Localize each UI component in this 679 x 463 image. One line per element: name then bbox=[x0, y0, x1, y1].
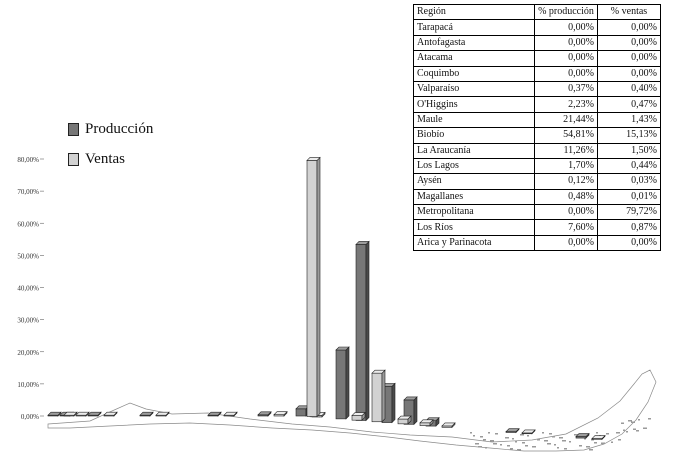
table-row bbox=[414, 66, 661, 81]
table-row bbox=[414, 51, 661, 66]
table-header-ventas: % ventas bbox=[598, 5, 661, 20]
bar-produccion bbox=[140, 412, 153, 416]
table-cell-produccion: 0,37% bbox=[535, 81, 598, 96]
map-island-mark bbox=[601, 443, 605, 445]
bar-produccion bbox=[48, 412, 61, 416]
y-tick-label: 10,00% bbox=[17, 380, 39, 389]
map-island-mark bbox=[631, 422, 635, 424]
map-island-mark bbox=[636, 430, 639, 432]
bar-ventas bbox=[442, 423, 455, 427]
map-island-mark bbox=[596, 432, 598, 434]
table-cell-ventas: 1,50% bbox=[598, 143, 661, 158]
map-island-mark bbox=[633, 429, 636, 431]
map-island-mark bbox=[618, 439, 621, 441]
legend-label-ventas: Ventas bbox=[85, 150, 125, 167]
map-island-mark bbox=[527, 435, 529, 437]
table-cell-produccion: 0,00% bbox=[535, 235, 598, 250]
legend bbox=[68, 118, 153, 178]
table-cell-region: Coquimbo bbox=[414, 66, 535, 81]
y-tick-label: 40,00% bbox=[17, 284, 39, 293]
table-cell-region: Biobío bbox=[414, 128, 535, 143]
table-cell-produccion: 0,00% bbox=[535, 51, 598, 66]
y-tick-label: 70,00% bbox=[17, 188, 39, 197]
data-table bbox=[413, 4, 661, 251]
map-island-mark bbox=[542, 432, 544, 434]
map-island-mark bbox=[594, 442, 597, 444]
map-island-mark bbox=[557, 447, 559, 449]
table-row bbox=[414, 81, 661, 96]
table-cell-ventas: 0,00% bbox=[598, 35, 661, 50]
legend-swatch-produccion bbox=[68, 123, 79, 136]
map-outline-path bbox=[48, 370, 656, 451]
bar-produccion bbox=[208, 412, 221, 416]
map-island-mark bbox=[562, 440, 566, 442]
bar-ventas bbox=[398, 416, 411, 424]
y-tick-label: 50,00% bbox=[17, 252, 39, 261]
map-island-mark bbox=[552, 436, 555, 438]
bar-ventas bbox=[104, 412, 117, 416]
map-island-mark bbox=[483, 439, 486, 441]
table-row bbox=[414, 35, 661, 50]
table-cell-region: Magallanes bbox=[414, 189, 535, 204]
table-header-row bbox=[414, 5, 661, 20]
map-island-mark bbox=[648, 418, 651, 420]
map-island-mark bbox=[500, 444, 502, 446]
map-island-mark bbox=[488, 432, 490, 434]
map-island-mark bbox=[628, 420, 632, 422]
table-cell-produccion: 0,00% bbox=[535, 66, 598, 81]
table-row bbox=[414, 235, 661, 250]
map-island-mark bbox=[549, 433, 552, 435]
table-cell-region: Aysén bbox=[414, 174, 535, 189]
table-cell-ventas: 0,00% bbox=[598, 66, 661, 81]
chile-map-outline bbox=[48, 370, 656, 451]
map-island-mark bbox=[475, 443, 479, 445]
table-cell-ventas: 0,47% bbox=[598, 97, 661, 112]
map-island-mark bbox=[480, 436, 483, 438]
table-row bbox=[414, 220, 661, 235]
table-cell-ventas: 0,00% bbox=[598, 235, 661, 250]
map-island-mark bbox=[544, 440, 548, 442]
map-island-mark bbox=[510, 448, 513, 450]
map-island-mark bbox=[520, 434, 524, 436]
table-header-produccion: % producción bbox=[535, 5, 598, 20]
table-cell-region: Tarapacá bbox=[414, 20, 535, 35]
map-island-mark bbox=[490, 440, 494, 442]
map-island-mark bbox=[537, 439, 540, 441]
map-island-mark bbox=[478, 446, 482, 448]
bar-produccion bbox=[336, 347, 349, 419]
map-island-mark bbox=[623, 430, 625, 432]
bar-ventas bbox=[522, 430, 535, 434]
table-header-region: Región bbox=[414, 5, 535, 20]
legend-item-ventas bbox=[68, 148, 153, 170]
map-island-mark bbox=[621, 423, 624, 425]
map-island-mark bbox=[473, 435, 475, 437]
map-island-mark bbox=[564, 448, 567, 450]
table-row bbox=[414, 128, 661, 143]
table-cell-produccion: 0,12% bbox=[535, 174, 598, 189]
map-island-mark bbox=[515, 441, 517, 443]
table-cell-ventas: 0,01% bbox=[598, 189, 661, 204]
map-island-mark bbox=[579, 445, 582, 447]
table-cell-ventas: 79,72% bbox=[598, 205, 661, 220]
table-cell-ventas: 0,87% bbox=[598, 220, 661, 235]
table-cell-ventas: 0,00% bbox=[598, 20, 661, 35]
table-cell-ventas: 0,00% bbox=[598, 51, 661, 66]
table-cell-region: Los Lagos bbox=[414, 158, 535, 173]
table-cell-ventas: 1,43% bbox=[598, 112, 661, 127]
map-island-mark bbox=[525, 445, 528, 447]
bar-ventas bbox=[592, 436, 605, 440]
map-island-mark bbox=[554, 444, 556, 446]
table-row bbox=[414, 112, 661, 127]
bar-produccion bbox=[506, 429, 519, 433]
map-island-mark bbox=[589, 449, 593, 451]
table-cell-region: Metropolitana bbox=[414, 205, 535, 220]
y-tick-label: 60,00% bbox=[17, 220, 39, 229]
map-island-mark bbox=[512, 438, 514, 440]
table-cell-region: O'Higgins bbox=[414, 97, 535, 112]
table-cell-ventas: 0,03% bbox=[598, 174, 661, 189]
table-cell-produccion: 7,60% bbox=[535, 220, 598, 235]
map-island-mark bbox=[495, 433, 498, 435]
table-cell-region: Antofagasta bbox=[414, 35, 535, 50]
bar-ventas bbox=[274, 412, 287, 416]
y-axis bbox=[17, 156, 44, 421]
bar-produccion bbox=[88, 412, 101, 416]
map-island-mark bbox=[586, 446, 590, 448]
table-row bbox=[414, 189, 661, 204]
table-cell-produccion: 1,70% bbox=[535, 158, 598, 173]
table-cell-region: Atacama bbox=[414, 51, 535, 66]
bar-produccion bbox=[258, 412, 271, 416]
map-island-mark bbox=[611, 442, 613, 444]
table-row bbox=[414, 143, 661, 158]
table-cell-ventas: 15,13% bbox=[598, 128, 661, 143]
table-cell-produccion: 0,48% bbox=[535, 189, 598, 204]
table-row bbox=[414, 158, 661, 173]
y-tick-label: 0,00% bbox=[20, 413, 39, 421]
table-cell-produccion: 0,00% bbox=[535, 35, 598, 50]
map-island-mark bbox=[532, 446, 536, 448]
map-island-mark bbox=[606, 433, 609, 435]
bar-ventas bbox=[307, 157, 320, 416]
bar-ventas bbox=[352, 413, 365, 421]
map-island-mark bbox=[505, 437, 509, 439]
map-island-mark bbox=[643, 428, 647, 430]
map-island-mark bbox=[616, 432, 620, 434]
map-island-mark bbox=[470, 432, 472, 434]
map-island-mark bbox=[547, 443, 551, 445]
table-cell-produccion: 11,26% bbox=[535, 143, 598, 158]
table-cell-region: Arica y Parinacota bbox=[414, 235, 535, 250]
table-row bbox=[414, 20, 661, 35]
bar-produccion bbox=[576, 434, 589, 439]
y-tick-label: 30,00% bbox=[17, 316, 39, 325]
bar-ventas bbox=[156, 412, 169, 416]
map-island-mark bbox=[485, 447, 487, 449]
y-tick-label: 80,00% bbox=[17, 156, 39, 164]
map-island-mark bbox=[507, 445, 510, 447]
table-cell-produccion: 0,00% bbox=[535, 20, 598, 35]
table-cell-region: La Araucanía bbox=[414, 143, 535, 158]
table-cell-region: Maule bbox=[414, 112, 535, 127]
bar-ventas bbox=[224, 412, 237, 416]
legend-swatch-ventas bbox=[68, 153, 79, 166]
table-cell-region: Valparaíso bbox=[414, 81, 535, 96]
bar-ventas bbox=[420, 420, 433, 426]
map-island-mark bbox=[626, 431, 628, 433]
table-row bbox=[414, 174, 661, 189]
table-cell-region: Los Ríos bbox=[414, 220, 535, 235]
table-cell-ventas: 0,44% bbox=[598, 158, 661, 173]
bar-produccion bbox=[356, 241, 369, 420]
table-cell-produccion: 0,00% bbox=[535, 205, 598, 220]
table-row bbox=[414, 205, 661, 220]
table-row bbox=[414, 97, 661, 112]
map-island-mark bbox=[517, 449, 521, 451]
bar-ventas bbox=[372, 370, 385, 422]
map-island-mark bbox=[522, 442, 525, 444]
map-island-mark bbox=[569, 441, 571, 443]
map-island-mark bbox=[493, 443, 497, 445]
legend-label-produccion: Producción bbox=[85, 120, 154, 137]
table-cell-ventas: 0,40% bbox=[598, 81, 661, 96]
table-cell-produccion: 2,23% bbox=[535, 97, 598, 112]
map-island-mark bbox=[559, 437, 563, 439]
map-island-mark bbox=[638, 419, 640, 421]
table-cell-produccion: 21,44% bbox=[535, 112, 598, 127]
table-cell-produccion: 54,81% bbox=[535, 128, 598, 143]
legend-item-produccion bbox=[68, 118, 153, 140]
bar-ventas bbox=[76, 412, 89, 416]
y-tick-label: 20,00% bbox=[17, 348, 39, 357]
